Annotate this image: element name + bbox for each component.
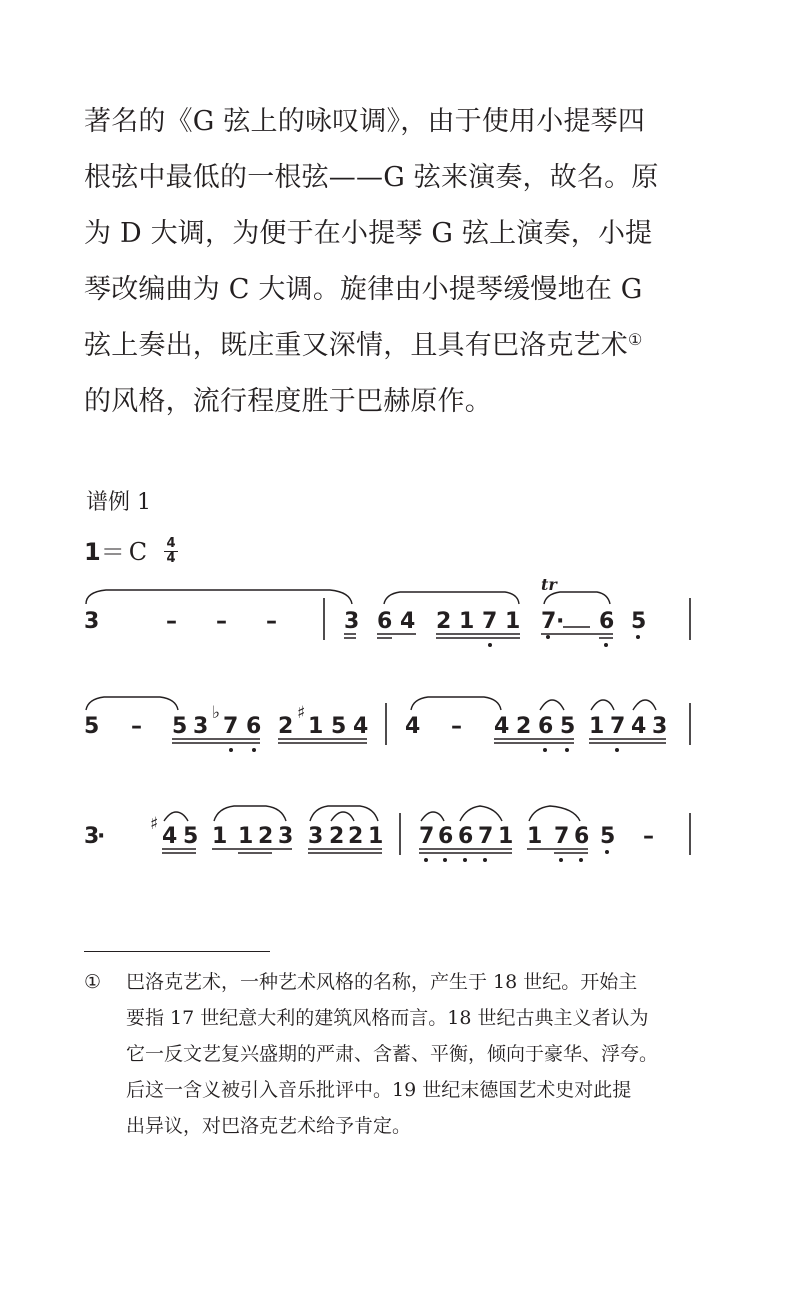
low-dot — [443, 858, 447, 862]
footnote-line: 后这一含义被引入音乐批评中。19 世纪末德国艺术史对此提 — [126, 1079, 632, 1101]
score-note: 4 — [162, 824, 178, 849]
underline — [278, 739, 367, 743]
slur-arc — [331, 812, 354, 821]
slur-arc — [384, 592, 519, 604]
score-note: 2 — [516, 714, 532, 739]
low-dot — [565, 748, 569, 752]
time-numerator: 4 — [166, 536, 176, 551]
slur-arc — [421, 812, 444, 821]
footnote-reference[interactable]: ① — [628, 330, 643, 349]
score-note: 3 — [84, 609, 100, 634]
octave-dots-2 — [229, 748, 619, 752]
score-note: 1 — [212, 824, 228, 849]
score-note: 7 — [482, 609, 498, 634]
footnote-line: 它一反文艺复兴盛期的严肃、含蓄、平衡，倾向于豪华、浮夸。 — [126, 1043, 659, 1065]
score-note: 6 — [538, 714, 554, 739]
score-note: 7 — [419, 824, 435, 849]
slurs-1 — [86, 590, 610, 604]
low-dot — [604, 643, 608, 647]
footnote — [84, 964, 704, 1144]
score-note: 2 — [436, 609, 452, 634]
underline — [541, 634, 613, 638]
low-dot — [252, 748, 256, 752]
underline — [589, 739, 666, 743]
score-note: 1 — [505, 609, 521, 634]
slur-arc — [544, 592, 610, 604]
body-line: 琴改编曲为 C 大调。旋律由小提琴缓慢地在 G — [84, 274, 643, 305]
score-note: 6 — [458, 824, 474, 849]
score-note: 7 — [223, 714, 239, 739]
score-note: 5 — [331, 714, 347, 739]
score-note: 6 — [246, 714, 262, 739]
beams-3 — [162, 849, 588, 853]
tie-arc — [86, 590, 352, 604]
score-note: 7 — [610, 714, 626, 739]
score-note: 7 — [554, 824, 570, 849]
underline — [527, 849, 588, 853]
score-note: 7 — [541, 609, 557, 634]
score-note: 6 — [438, 824, 454, 849]
low-dot — [483, 858, 487, 862]
tie-arc — [411, 697, 501, 710]
slurs-3 — [164, 806, 580, 821]
score-note: 1 — [238, 824, 254, 849]
flat-sign: ♭ — [212, 703, 221, 723]
example-title: 谱例 1 — [86, 490, 151, 515]
low-dot — [424, 858, 428, 862]
score-system-1 — [84, 575, 690, 647]
footnote-rule — [84, 951, 270, 952]
score-dash: – — [451, 714, 462, 739]
slur-arc — [529, 806, 580, 821]
slurs-2 — [86, 697, 656, 710]
underline — [308, 849, 382, 853]
low-dot — [463, 858, 467, 862]
footnote-line: 要指 17 世纪意大利的建筑风格而言。18 世纪古典主义者认为 — [126, 1007, 649, 1029]
score-note: 5 — [183, 824, 199, 849]
octave-dots-1 — [488, 635, 640, 647]
score-note: 1 — [527, 824, 543, 849]
underline — [162, 849, 196, 853]
score-note: 3 — [308, 824, 324, 849]
score-note: 5 — [631, 609, 647, 634]
score-note: 2 — [258, 824, 274, 849]
body-line: 著名的《G 弦上的咏叹调》，由于使用小提琴四 — [84, 106, 646, 137]
underline — [494, 739, 574, 743]
score-note: 3 — [193, 714, 209, 739]
score-note: 1 — [589, 714, 605, 739]
score-note: 3 — [84, 824, 100, 849]
time-denominator: 4 — [166, 551, 176, 566]
score-note: 5 — [560, 714, 576, 739]
low-dot — [488, 643, 492, 647]
body-line: 的风格，流行程度胜于巴赫原作。 — [84, 386, 492, 417]
slur-arc — [591, 700, 614, 710]
score-note: 4 — [405, 714, 421, 739]
score-note: 2 — [278, 714, 294, 739]
score-note: 3 — [652, 714, 668, 739]
underline — [344, 634, 356, 638]
footnote-text: 巴洛克艺术，一种艺术风格的名称，产生于 18 世纪。开始主 — [126, 971, 638, 993]
slur-arc — [540, 700, 564, 710]
footnote-mark: ① — [84, 971, 102, 993]
score-note: 5 — [172, 714, 188, 739]
score-dash: – — [166, 609, 177, 634]
score-dot: · — [556, 609, 565, 634]
score-note: 1 — [308, 714, 324, 739]
underline — [172, 739, 260, 743]
score-note: 6 — [377, 609, 393, 634]
low-dot — [229, 748, 233, 752]
low-dot — [543, 748, 547, 752]
body-line: 为 D 大调，为便于在小提琴 G 弦上演奏，小提 — [84, 218, 653, 249]
score-note: 2 — [329, 824, 345, 849]
score-dash: – — [266, 609, 277, 634]
body-line-text: 弦上奏出，既庄重又深情，且具有巴洛克艺术 — [84, 330, 628, 361]
score-note: 5 — [84, 714, 100, 739]
low-dot — [559, 858, 563, 862]
score-dot: · — [97, 824, 106, 849]
footnote-line — [84, 964, 704, 1000]
score-note: 4 — [494, 714, 510, 739]
underline — [212, 849, 292, 853]
score-note: 1 — [498, 824, 514, 849]
score-system-3 — [84, 806, 690, 862]
score-note: 6 — [599, 609, 615, 634]
underline — [377, 634, 416, 638]
key-tonic: 1 — [84, 538, 101, 566]
slur-arc — [633, 700, 656, 710]
low-dot — [579, 858, 583, 862]
underline — [436, 634, 520, 638]
score-note: 4 — [400, 609, 416, 634]
score-note: 1 — [459, 609, 475, 634]
score-dash: – — [643, 824, 654, 849]
beams-2 — [172, 739, 666, 743]
score-note: 3 — [344, 609, 360, 634]
key-name: C — [128, 538, 148, 566]
octave-dots-3 — [424, 850, 609, 862]
score-note: 3 — [278, 824, 294, 849]
low-dot — [546, 635, 550, 639]
score-note: 4 — [353, 714, 369, 739]
slur-arc — [214, 806, 286, 821]
score-dash: – — [131, 714, 142, 739]
footnote-line: 出异议，对巴洛克艺术给予肯定。 — [126, 1115, 412, 1137]
score-note: 6 — [574, 824, 590, 849]
score-note: 5 — [600, 824, 616, 849]
score-dash: – — [216, 609, 227, 634]
slur-arc — [310, 806, 378, 821]
score-note: 2 — [348, 824, 364, 849]
low-dot — [615, 748, 619, 752]
score-note: 7 — [478, 824, 494, 849]
score-system-2 — [84, 697, 690, 752]
score-note: 1 — [368, 824, 384, 849]
body-line: 根弦中最低的一根弦——G 弦来演奏，故名。原 — [84, 162, 659, 193]
score-note: 4 — [631, 714, 647, 739]
trill-mark: tr — [541, 575, 557, 594]
underline — [419, 849, 512, 853]
slur-arc — [164, 812, 188, 821]
tie-arc — [86, 697, 178, 710]
slur-arc — [460, 806, 502, 821]
low-dot — [636, 635, 640, 639]
key-equals: ＝ — [100, 538, 125, 566]
sharp-sign: ♯ — [297, 703, 306, 723]
low-dot — [605, 850, 609, 854]
sharp-sign: ♯ — [150, 814, 159, 834]
